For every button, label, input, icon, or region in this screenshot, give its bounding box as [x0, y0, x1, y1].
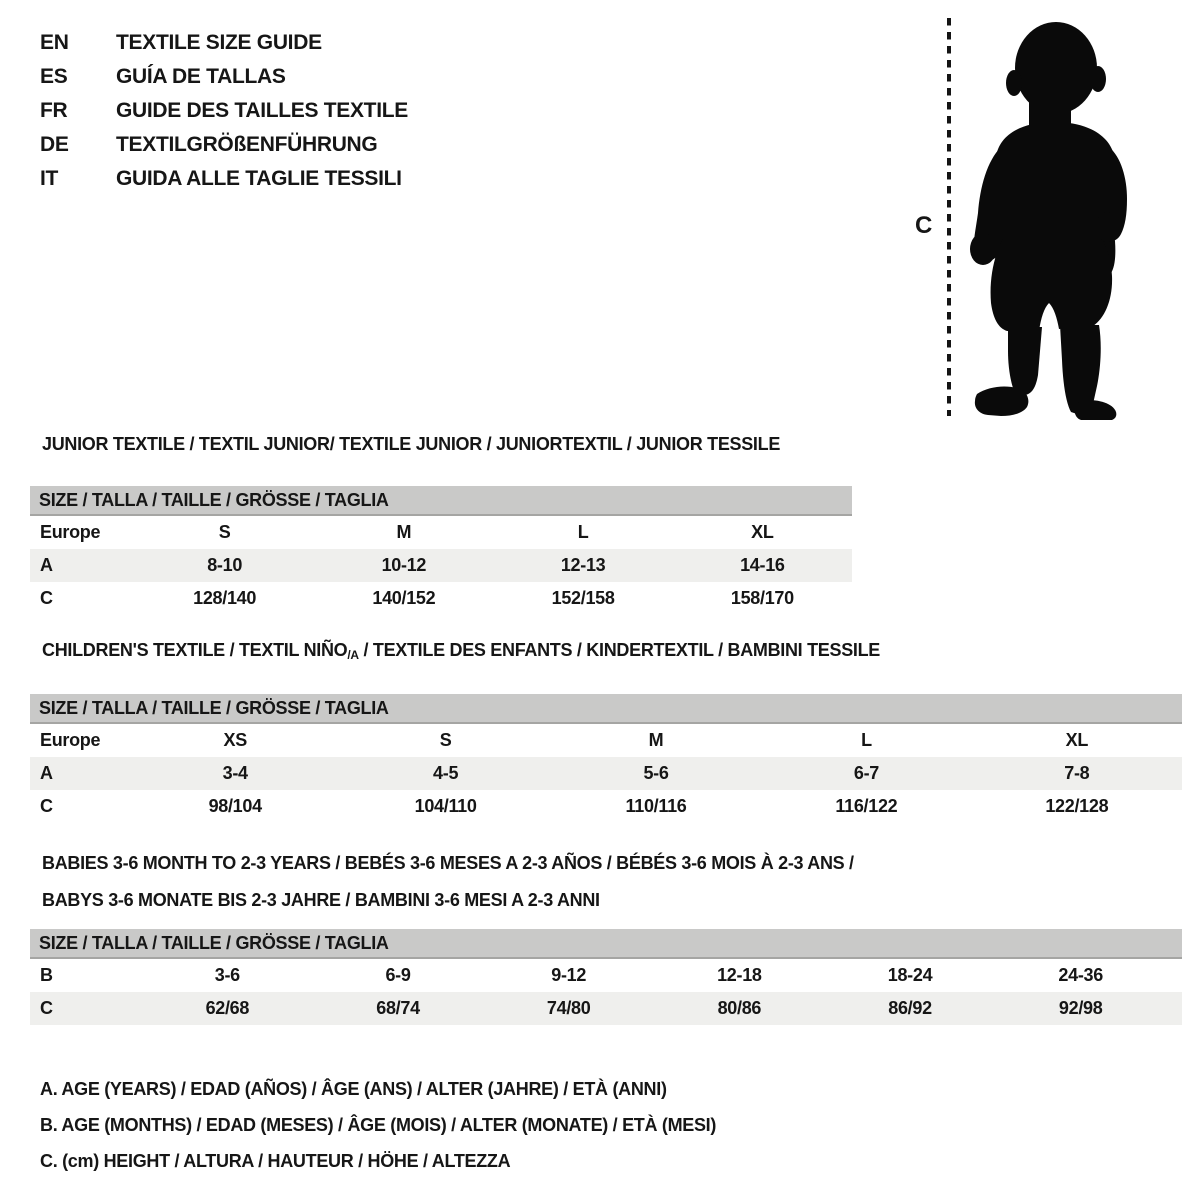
height-cell: 152/158	[551, 588, 615, 608]
row-label: B	[40, 965, 53, 985]
babies-size-header-bar	[30, 929, 1182, 959]
row-label: Europe	[40, 522, 101, 542]
babies-size-table	[30, 929, 1182, 1025]
language-row-es	[40, 60, 408, 94]
toddler-silhouette-icon	[963, 15, 1138, 420]
size-cell: XL	[1065, 730, 1089, 750]
children-size-header-bar	[30, 694, 1182, 724]
height-cell: 92/98	[1058, 998, 1103, 1018]
legend	[40, 1071, 716, 1179]
babies-row-months	[30, 959, 1182, 992]
row-label: Europe	[40, 730, 101, 750]
row-label: C	[40, 588, 53, 608]
size-cell: L	[861, 730, 872, 750]
children-row-age	[30, 757, 1182, 790]
language-title: TEXTILGRÖßENFÜHRUNG	[116, 133, 378, 156]
row-label: A	[40, 555, 53, 575]
children-title-prefix: CHILDREN'S TEXTILE / TEXTIL NIÑO	[42, 640, 348, 660]
height-cell: 110/116	[625, 796, 687, 816]
height-figure	[900, 10, 1160, 425]
language-row-en	[40, 26, 408, 60]
height-cell: 86/92	[888, 998, 932, 1018]
age-cell: 5-6	[643, 763, 669, 783]
height-cell: 128/140	[193, 588, 257, 608]
language-row-it	[40, 162, 408, 196]
months-cell: 9-12	[551, 965, 587, 985]
height-cell: 68/74	[376, 998, 420, 1018]
babies-row-height	[30, 992, 1182, 1025]
age-cell: 3-4	[222, 763, 248, 783]
size-header-text: SIZE / TALLA / TAILLE / GRÖSSE / TAGLIA	[39, 489, 389, 510]
language-code: ES	[40, 65, 68, 88]
children-title-sub: /A	[347, 648, 359, 662]
language-code: IT	[40, 167, 59, 190]
junior-size-table	[30, 486, 852, 615]
size-header-text: SIZE / TALLA / TAILLE / GRÖSSE / TAGLIA	[39, 697, 389, 718]
months-cell: 12-18	[717, 965, 762, 985]
junior-size-header-bar	[30, 486, 852, 516]
size-cell: S	[439, 730, 452, 750]
language-row-de	[40, 128, 408, 162]
age-cell: 14-16	[740, 555, 785, 575]
height-cell: 62/68	[205, 998, 250, 1018]
legend-height-cm: C. (cm) HEIGHT / ALTURA / HAUTEUR / HÖHE / ALTEZZA	[40, 1151, 511, 1171]
children-section-title	[42, 639, 880, 663]
height-cell: 104/110	[414, 796, 477, 816]
height-cell: 122/128	[1045, 796, 1109, 816]
size-cell: XL	[751, 522, 774, 542]
row-label: C	[40, 998, 53, 1018]
language-title: GUIDA ALLE TAGLIE TESSILI	[116, 167, 402, 190]
language-title: TEXTILE SIZE GUIDE	[116, 31, 322, 54]
language-title: GUIDE DES TAILLES TEXTILE	[116, 99, 408, 122]
months-cell: 3-6	[214, 965, 240, 985]
legend-age-years: A. AGE (YEARS) / EDAD (AÑOS) / ÂGE (ANS) / ALTER (JAHRE) / ETÀ (ANNI)	[40, 1079, 667, 1099]
size-cell: XS	[223, 730, 247, 750]
size-cell: M	[648, 730, 664, 750]
height-cell: 140/152	[372, 588, 436, 608]
size-header-text: SIZE / TALLA / TAILLE / GRÖSSE / TAGLIA	[39, 932, 389, 953]
junior-row-europe	[30, 516, 852, 549]
junior-row-height	[30, 582, 852, 615]
age-cell: 8-10	[207, 555, 243, 575]
months-cell: 24-36	[1058, 965, 1103, 985]
children-title-suffix: / TEXTILE DES ENFANTS / KINDERTEXTIL / BAMBINI TESSILE	[358, 640, 880, 660]
months-cell: 18-24	[887, 965, 933, 985]
language-title: GUÍA DE TALLAS	[116, 65, 286, 88]
children-row-europe	[30, 724, 1182, 757]
size-cell: L	[577, 522, 589, 542]
babies-title-line1: BABIES 3-6 MONTH TO 2-3 YEARS / BEBÉS 3-6 MESES A 2-3 AÑOS / BÉBÉS 3-6 MOIS À 2-3 ANS /	[42, 853, 854, 873]
height-cell: 74/80	[546, 998, 591, 1018]
size-cell: S	[218, 522, 231, 542]
language-row-fr	[40, 94, 408, 128]
children-size-table	[30, 694, 1182, 823]
months-cell: 6-9	[385, 965, 411, 985]
row-label: C	[40, 796, 53, 816]
babies-title-line2: BABYS 3-6 MONATE BIS 2-3 JAHRE / BAMBINI 3-6 MESI A 2-3 ANNI	[42, 890, 600, 910]
language-code: EN	[40, 31, 69, 54]
size-cell: M	[396, 522, 412, 542]
age-cell: 6-7	[853, 763, 879, 783]
row-label: A	[40, 763, 53, 783]
children-row-height	[30, 790, 1182, 823]
age-cell: 12-13	[560, 555, 606, 575]
height-label-c: C	[915, 212, 933, 239]
language-title-list	[40, 26, 408, 196]
language-code: DE	[40, 133, 69, 156]
language-code: FR	[40, 99, 68, 122]
height-cell: 158/170	[730, 588, 794, 608]
legend-age-months: B. AGE (MONTHS) / EDAD (MESES) / ÂGE (MOIS) / ALTER (MONATE) / ETÀ (MESI)	[40, 1115, 717, 1135]
height-cell: 98/104	[208, 796, 262, 816]
babies-section-title	[42, 845, 1042, 919]
age-cell: 4-5	[433, 763, 459, 783]
junior-row-age	[30, 549, 852, 582]
age-cell: 10-12	[381, 555, 427, 575]
height-cell: 116/122	[835, 796, 898, 816]
height-cell: 80/86	[717, 998, 762, 1018]
junior-section-title: JUNIOR TEXTILE / TEXTIL JUNIOR/ TEXTILE JUNIOR / JUNIORTEXTIL / JUNIOR TESSILE	[42, 434, 781, 454]
age-cell: 7-8	[1064, 763, 1090, 783]
height-dashed-line-icon	[944, 16, 954, 418]
